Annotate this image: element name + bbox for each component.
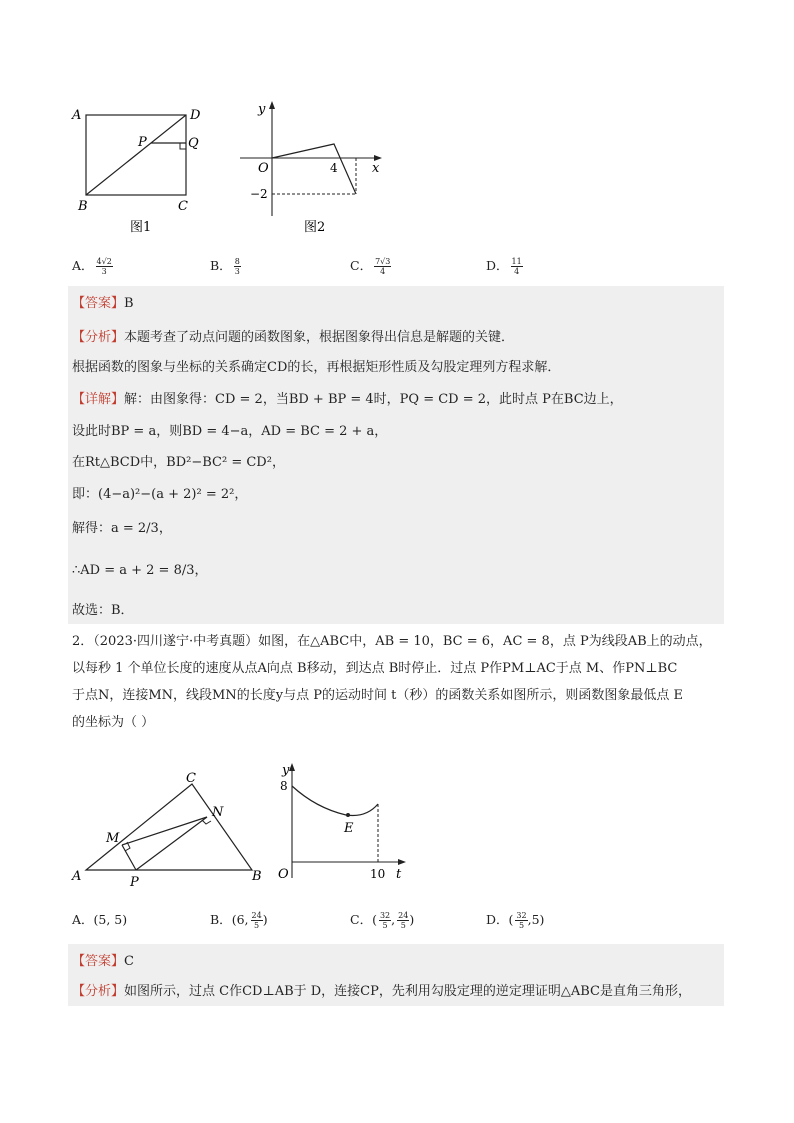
q1-option-d[interactable]: D． $\frac{11}{4}$ bbox=[486, 257, 522, 276]
label-n: N bbox=[212, 805, 224, 820]
label-e: E bbox=[344, 821, 354, 836]
q1-option-a[interactable]: A． $\frac{4√2}{3}$ bbox=[72, 257, 112, 276]
q2-option-c[interactable]: C．( $\frac{32}{5}$ , $\frac{24}{5}$ ) bbox=[350, 911, 415, 930]
q2-answer-line: 【答案】C bbox=[72, 954, 134, 969]
label-p: P bbox=[138, 135, 147, 150]
q1-answer-block bbox=[68, 286, 724, 624]
question-2-text bbox=[72, 628, 732, 736]
label-b: B bbox=[252, 869, 262, 884]
q1-detail-line-4: 即：(4−a)²−(a + 2)² = 2²， bbox=[72, 487, 248, 502]
q1-analysis-line: 【分析】本题考查了动点问题的函数图象，根据图象得出信息是解题的关键． bbox=[72, 330, 515, 345]
label-origin: O bbox=[278, 867, 289, 882]
q2-analysis-line: 【分析】如图所示，过点 C作CD⊥AB于 D，连接CP，先利用勾股定理的逆定理证明△ABC是直角三角形， bbox=[72, 984, 692, 999]
label-b: B bbox=[78, 199, 88, 214]
label-a: A bbox=[72, 869, 82, 884]
right-angle-mark bbox=[180, 143, 186, 149]
diagonal-bd bbox=[86, 115, 186, 195]
q1-answer-line: 【答案】B bbox=[72, 296, 134, 311]
q2-line-4: 的坐标为（ ） bbox=[72, 715, 155, 730]
label-ten: 10 bbox=[370, 867, 386, 881]
segment-pn bbox=[136, 817, 207, 870]
label-q: Q bbox=[188, 136, 199, 151]
q2-option-a[interactable]: A．(5, 5) bbox=[72, 912, 128, 927]
q1-detail-line-5: 解得：a = 2/3， bbox=[72, 521, 172, 536]
label-a: A bbox=[72, 108, 82, 123]
q2-line-2: 以每秒 1 个单位长度的速度从点A向点 B移动，到达点 B时停止．过点 P作PM⊥AC于点 M、作PN⊥BC bbox=[72, 661, 678, 676]
q2-line-1: 2．（2023·四川遂宁·中考真题）如图，在△ABC中，AB = 10，BC = 6，AC = 8，点 P为线段AB上的动点， bbox=[72, 634, 712, 649]
label-c: C bbox=[186, 771, 196, 786]
label-p: P bbox=[130, 875, 139, 890]
q2-answer-block bbox=[68, 944, 724, 1006]
q1-option-b[interactable]: B． $\frac{8}{3}$ bbox=[210, 257, 240, 276]
figure-1-caption: 图1 bbox=[130, 220, 152, 235]
label-y: y bbox=[282, 763, 290, 778]
label-x: x bbox=[372, 161, 380, 176]
q1-analysis-line-2: 根据函数的图象与坐标的关系确定CD的长，再根据矩形性质及勾股定理列方程求解． bbox=[72, 360, 561, 375]
q1-detail-line-6: ∴AD = a + 2 = 8/3， bbox=[72, 563, 208, 578]
q2-options bbox=[72, 910, 732, 932]
q1-detail-line-2: 设此时BP = a，则BD = 4−a，AD = BC = 2 + a， bbox=[72, 424, 388, 439]
figure-1-rectangle bbox=[66, 100, 216, 240]
q1-options bbox=[72, 256, 732, 278]
q2-option-d[interactable]: D．( $\frac{32}{5}$ ,5) bbox=[486, 911, 545, 930]
q2-option-b[interactable]: B．(6, $\frac{24}{5}$ ) bbox=[210, 911, 268, 930]
figure-4-graph bbox=[276, 758, 410, 886]
figure-2-caption: 图2 bbox=[304, 220, 326, 235]
label-four: 4 bbox=[330, 161, 338, 175]
figure-3-triangle bbox=[66, 770, 276, 890]
triangle-abc bbox=[86, 784, 252, 870]
label-neg-two: −2 bbox=[250, 187, 268, 201]
figure-2-graph bbox=[236, 96, 386, 240]
q1-detail-line-3: 在Rt△BCD中，BD²−BC² = CD²， bbox=[72, 455, 285, 470]
label-origin: O bbox=[258, 161, 269, 176]
label-t: t bbox=[396, 867, 402, 882]
function-curve bbox=[292, 786, 378, 816]
label-m: M bbox=[106, 831, 120, 846]
label-c: C bbox=[178, 199, 188, 214]
point-e bbox=[346, 813, 350, 817]
label-eight: 8 bbox=[280, 779, 288, 793]
q1-detail-line-7: 故选：B． bbox=[72, 603, 134, 618]
function-curve bbox=[272, 144, 356, 194]
label-d: D bbox=[190, 108, 201, 123]
label-y: y bbox=[258, 102, 266, 117]
q2-line-3: 于点N，连接MN，线段MN的长度y与点 P的运动时间 t（秒）的函数关系如图所示，则函数图象最低点 E bbox=[72, 688, 683, 703]
q1-detail-line-1: 【详解】解：由图象得：CD = 2，当BD + BP = 4时，PQ = CD = 2，此时点 P在BC边上， bbox=[72, 392, 623, 407]
q1-option-c[interactable]: C． $\frac{7√3}{4}$ bbox=[350, 257, 391, 276]
